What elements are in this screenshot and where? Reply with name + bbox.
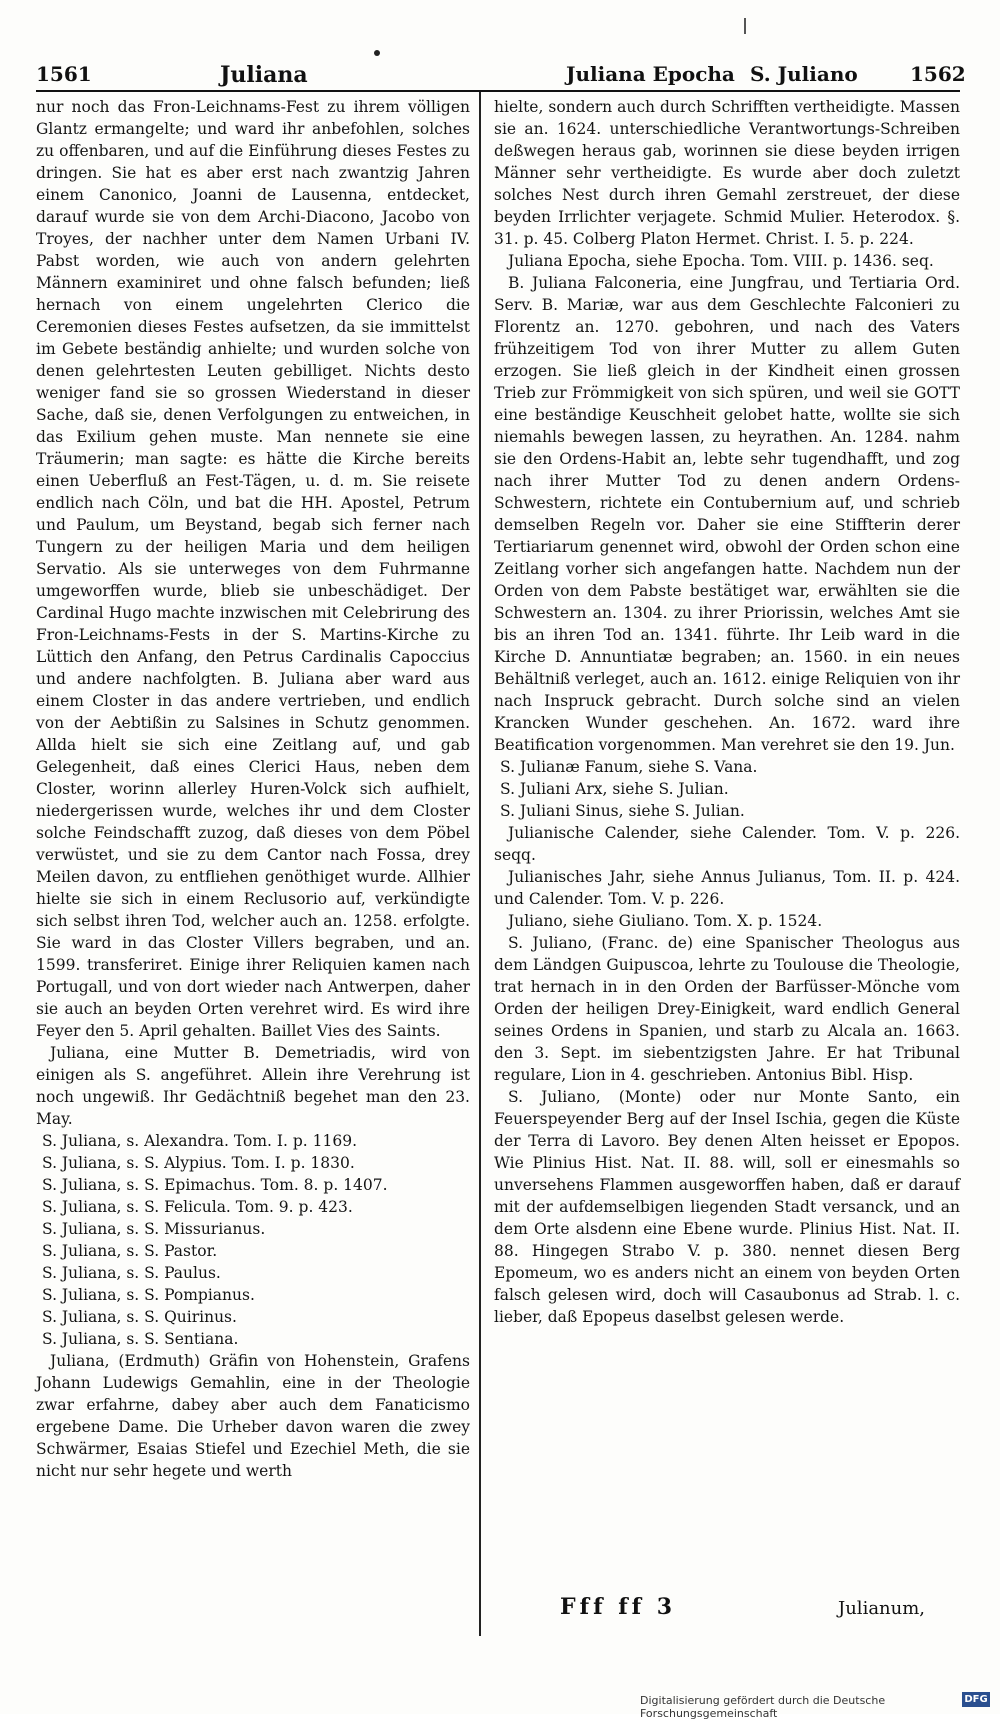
ink-dot: [374, 50, 380, 56]
entry-juliana-falconeria: B. Juliana Falconeria, eine Jungfrau, und Tertiaria Ord. Serv. B. Mariæ, war aus dem Geschlechte Falconieri zu Florentz an. 1270. gebohren, und nach des Vaters frühzeitigem Tod von ihrer Mutter zu allem Guten erzogen. Sie ließ gleich in der Kindheit einen grossen Trieb zur Frömmigkeit von sich spüren, und weil sie GOTT eine beständige Keuschheit gelobet hatte, wollte sie sich niemahls bewegen lassen, zu heyrathen. An. 1284. nahm sie den Ordens-Habit an, lebte sehr tugendhafft, und zog nach ihrer Mutter Tod zu denen andern Ordens-Schwestern, richtete ein Contubernium auf, und schrieb demselben Regeln vor. Daher sie eine Stiffterin derer Tertiariarum genennet wird, obwohl der Orden schon eine Zeitlang vorher sich angefangen hatte. Nachdem nun der Orden von dem Pabste bestätiget war, erwählten sie die Schwestern an. 1304. zu ihrer Priorissin, welches Amt sie bis an ihren Tod an. 1341. führte. Ihr Leib ward in die Kirche D. Annuntiatæ begraben; an. 1560. in ein neues Behältniß verleget, auch an. 1612. einige Reliquien von ihr nach Inspruck gebracht. Durch solche sind an vielen Krancken Wunder geschehen. An. 1672. ward ihre Beatification vorgenommen. Man verehret sie den 19. Jun.: [494, 274, 960, 754]
cross-reference: S. Juliana, s. S. Felicula. Tom. 9. p. 423.: [42, 1198, 353, 1216]
cross-reference: S. Juliana, s. Alexandra. Tom. I. p. 1169.: [42, 1132, 358, 1150]
cross-reference: S. Juliani Sinus, siehe S. Julian.: [500, 802, 745, 820]
entry-julianisches-jahr: Julianisches Jahr, siehe Annus Julianus, Tom. II. p. 424. und Calender. Tom. V. p. 226.: [494, 868, 960, 908]
right-column: [494, 96, 960, 1328]
cross-reference: S. Juliana, s. S. Quirinus.: [42, 1308, 237, 1326]
scan-mark: [744, 18, 746, 34]
entry-s-juliano-franc: S. Juliano, (Franc. de) eine Spanischer Theologus aus dem Ländgen Guipuscoa, lehrte zu Toulouse die Theologie, trat hernach in in den Orden der Barfüsser-Mönche vom Orden der heiligen Drey-Einigkeit, ward endlich General seines Ordens in Spanien, und starb zu Alcala an. 1663. den 3. Sept. im siebentzigsten Jahre. Er hat Tribunal regulare, Lion in 4. geschrieben. Antonius Bibl. Hisp.: [494, 934, 960, 1084]
signature-mark: Fff ff 3: [560, 1594, 677, 1620]
entry-julianische-calender: Julianische Calender, siehe Calender. Tom. V. p. 226. seqq.: [494, 824, 960, 864]
dfg-logo: DFG: [962, 1692, 990, 1707]
right-page-number: 1562: [910, 62, 966, 86]
right-reference-head: S. Juliano: [750, 62, 858, 86]
entry-s-juliano-monte: S. Juliano, (Monte) oder nur Monte Santo, ein Feuerspeyender Berg auf der Insel Ischia, gegen die Küste der Terra di Lavoro. Bey denen Alten heisset er Epopos. Wie Plinius Hist. Nat. II. 88. will, soll er einesmahls so unversehens Flammen ausgeworffen haben, daß er darauf mit der aufdemselbigen liegenden Stadt versanck, und an dem Orte alsdenn eine Ebene wurde. Plinius Hist. Nat. II. 88. Hingegen Strabo V. p. 380. nennet diesen Berg Epomeum, wo es anders nicht an einem von beyden Orten falsch gelesen wird, doch will Casaubonus ad Strab. l. c. lieber, daß Epopeus daselbst gelesen werde.: [494, 1088, 960, 1326]
entry-b-juliana-continued: nur noch das Fron-Leichnams-Fest zu ihrem völligen Glantz ermangelte; und ward ihr anbefohlen, solches zu offenbaren, und auf die Einführung dieses Festes zu dringen. Sie hat es aber erst nach zwantzig Jahren einem Canonico, Joanni de Lausenna, entdecket, darauf wurde sie von dem Archi-Diacono, Jacobo von Troyes, der nachher unter dem Namen Urbani IV. Pabst worden, wie auch von andern gelehrten Männern examiniret und ohne falsch befunden; ließ hernach von einem ungelehrten Clerico die Ceremonien dieses Festes aufsetzen, da sie immittelst im Gebete beständig anhielte; und wurden solche von denen gelehrtesten Leuten gebilliget. Nichts desto weniger fand sie so grossen Wiederstand in dieser Sache, daß sie, denen Verfolgungen zu entweichen, in das Exilium gehen muste. Man nennete sie eine Träumerin; man sagte: es hätte die Kirche bereits einen Ueberfluß an Fest-Tägen, u. d. m. Sie reisete endlich nach Cöln, und bat die HH. Apostel, Petrum und Paulum, um Beystand, begab sich ferner nach Tungern zu der heiligen Maria und dem heiligen Servatio. Als sie unterweges von dem Fuhrmanne umgeworffen wurde, blieb sie unbeschädiget. Der Cardinal Hugo machte inzwischen mit Celebrirung des Fron-Leichnams-Fests in der S. Martins-Kirche zu Lüttich den Anfang, den Petrus Cardinalis Capoccius und andere nachfolgten. B. Juliana aber ward aus einem Closter in das andere vertrieben, und endlich von der Aebtißin zu Salsines in Schutz genommen. Allda hielt sie sich eine Zeitlang auf, und gab Gelegenheit, daß eines Clerici Haus, neben dem Closter, worinn allerley Huren-Volck sich aufhielt, niedergerissen wurde, welches ihr und dem Closter solche Feindschafft zuzog, daß dieses von dem Pöbel verwüstet, und sie zu dem Cantor nach Fossa, drey Meilen davon, zu entfliehen genöthiget wurde. Allhier hielte sie sich in einem Reclusorio auf, verkündigte sich selbst ihren Tod, welcher auch an. 1258. erfolgte. Sie ward in das Closter Villers begraben, und an. 1599. transferiret. Einige ihrer Reliquien kamen nach Portugall, und von dort wieder nach Antwerpen, daher sie auch an beyden Orten verehret wird. Es wird ihre Feyer den 5. April gehalten. Baillet Vies des Saints.: [36, 98, 470, 1040]
entry-erdmuth-continued: hielte, sondern auch durch Schrifften vertheidigte. Massen sie an. 1624. unterschiedliche Verantwortungs-Schreiben deßwegen heraus gab, worinnen sie diese beyden irrigen Männer sehr vertheidigte. Es wurde aber doch zuletzt solches Nest durch ihren Gemahl zerstreuet, der diese beyden Irrlichter verjagete. Schmid Mulier. Heterodox. §. 31. p. 45. Colberg Platon Hermet. Christ. I. 5. p. 224.: [494, 98, 960, 248]
cross-reference: S. Juliana, s. S. Pompianus.: [42, 1286, 255, 1304]
left-page-number: 1561: [36, 62, 92, 86]
digitization-credit: Digitalisierung gefördert durch die Deutsche Forschungsgemeinschaft: [640, 1694, 886, 1720]
cross-reference: S. Juliana, s. S. Pastor.: [42, 1242, 218, 1260]
entry-juliana-erdmuth: Juliana, (Erdmuth) Gräfin von Hohenstein, Grafens Johann Ludewigs Gemahlin, eine in der Theologie zwar erfahrne, dabey aber auch dem Fanaticismo ergebene Dame. Die Urheber davon waren die zwey Schwärmer, Esaias Stiefel und Ezechiel Meth, die sie nicht nur sehr hegete und werth: [36, 1352, 470, 1480]
cross-reference: S. Juliani Arx, siehe S. Julian.: [500, 780, 729, 798]
entry-juliana-mutter: Juliana, eine Mutter B. Demetriadis, wird von einigen als S. angeführet. Allein ihre Verehrung ist noch ungewiß. Ihr Gedächtniß begehet man den 23. May.: [36, 1044, 470, 1128]
left-column: [36, 96, 470, 1482]
cross-reference: S. Juliana, s. S. Paulus.: [42, 1264, 221, 1282]
column-divider: [479, 92, 481, 1636]
entry-juliana-epocha: Juliana Epocha, siehe Epocha. Tom. VIII. p. 1436. seq.: [508, 252, 934, 270]
catchword: Julianum,: [838, 1598, 926, 1619]
cross-reference: S. Juliana, s. S. Missurianus.: [42, 1220, 266, 1238]
header-rule: [36, 90, 960, 92]
cross-reference: S. Juliana, s. S. Sentiana.: [42, 1330, 239, 1348]
right-running-head: Juliana Epocha: [566, 62, 735, 86]
cross-reference: S. Juliana, s. S. Epimachus. Tom. 8. p. 1407.: [42, 1176, 388, 1194]
cross-reference: S. Juliana, s. S. Alypius. Tom. I. p. 1830.: [42, 1154, 355, 1172]
cross-reference: S. Julianæ Fanum, siehe S. Vana.: [500, 758, 758, 776]
left-running-head: Juliana: [220, 62, 308, 88]
entry-juliano: Juliano, siehe Giuliano. Tom. X. p. 1524.: [508, 912, 823, 930]
